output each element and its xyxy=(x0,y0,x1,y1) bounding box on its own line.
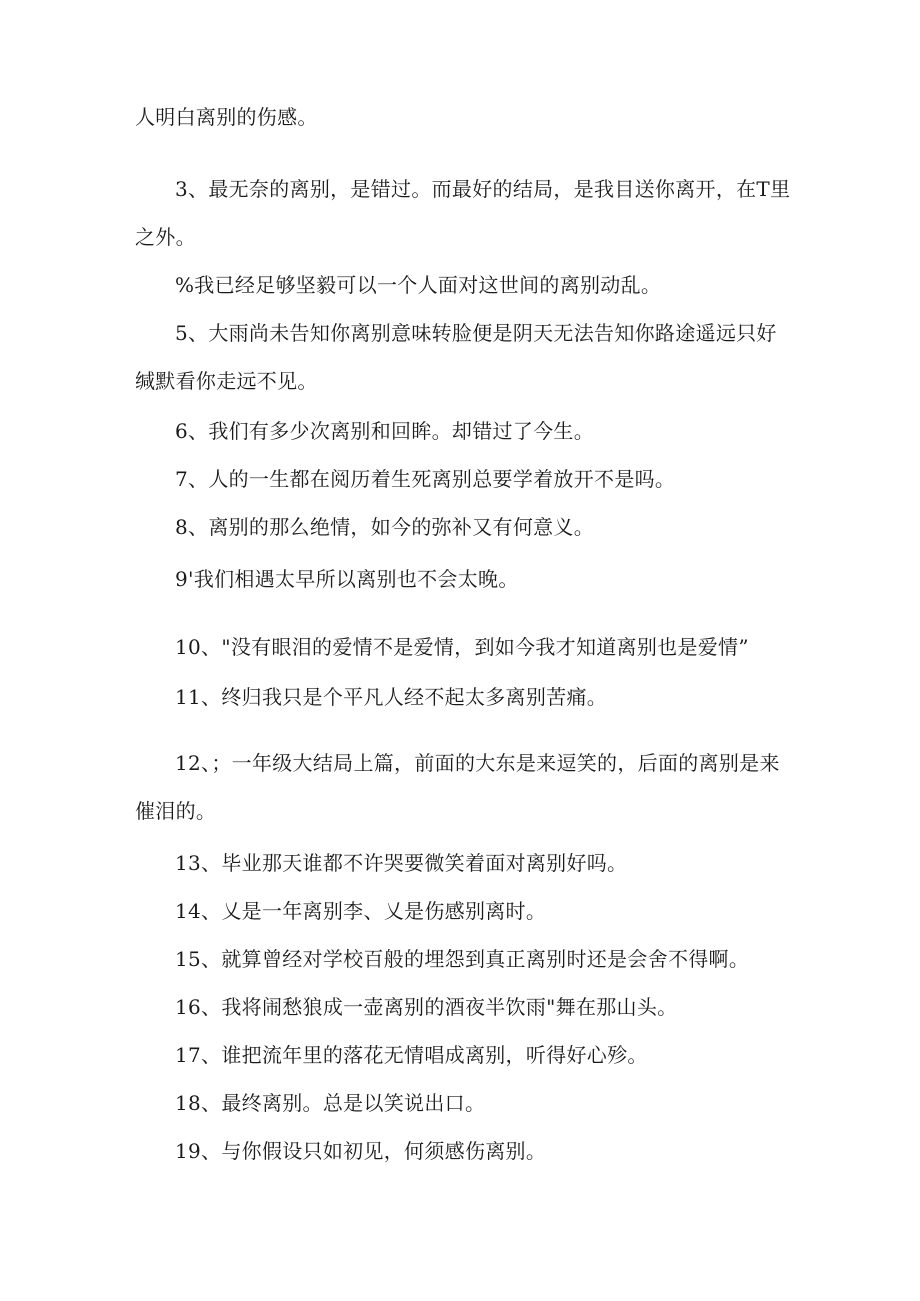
text-line: 催泪的。 xyxy=(135,799,217,823)
text-line: 8、离别的那么绝情，如今的弥补又有何意义。 xyxy=(175,515,595,539)
text-line: 9'我们相遇太早所以离别也不会太晚。 xyxy=(175,567,519,591)
text-line: 10、"没有眼泪的爱情不是爱情，到如今我才知道离别也是爱情” xyxy=(175,635,749,659)
text-line: 17、谁把流年里的落花无情唱成离别，听得好心殄。 xyxy=(175,1043,648,1067)
text-line: 16、我将闹愁狼成一壶离别的酒夜半饮雨"舞在那山头。 xyxy=(175,995,678,1019)
text-line: 缄默看你走远不见。 xyxy=(135,369,318,393)
text-line: 之外。 xyxy=(135,225,196,249)
text-line: 6、我们有多少次离别和回眸。却错过了今生。 xyxy=(175,419,595,443)
text-line: 18、最终离别。总是以笑说出口。 xyxy=(175,1091,486,1115)
text-line: 人明白离别的伤感。 xyxy=(135,105,318,129)
text-line: 11、终归我只是个平凡人经不起太多离别苦痛。 xyxy=(175,685,608,709)
text-line: 5、大雨尚未告知你离别意味转脸便是阴天无法告知你路途遥远只好 xyxy=(175,321,777,345)
text-line: %我已经足够坚毅可以一个人面对这世间的离别动乱。 xyxy=(175,273,662,297)
text-line: 12、；一年级大结局上篇，前面的大东是来逗笑的，后面的离别是来 xyxy=(175,751,780,775)
text-line: 13、毕业那天谁都不许哭要微笑着面对离别好吗。 xyxy=(175,851,628,875)
text-line: 15、就算曾经对学校百般的埋怨到真正离别时还是会舍不得啊。 xyxy=(175,947,750,971)
text-line: 3、最无奈的离别，是错过。而最好的结局，是我目送你离开，在T里 xyxy=(175,177,791,201)
text-line: 7、人的一生都在阅历着生死离别总要学着放开不是吗。 xyxy=(175,467,676,491)
text-line: 14、乂是一年离别李、乂是伤感别离时。 xyxy=(175,899,547,923)
text-line: 19、与你假设只如初见，何须感伤离别。 xyxy=(175,1139,547,1163)
